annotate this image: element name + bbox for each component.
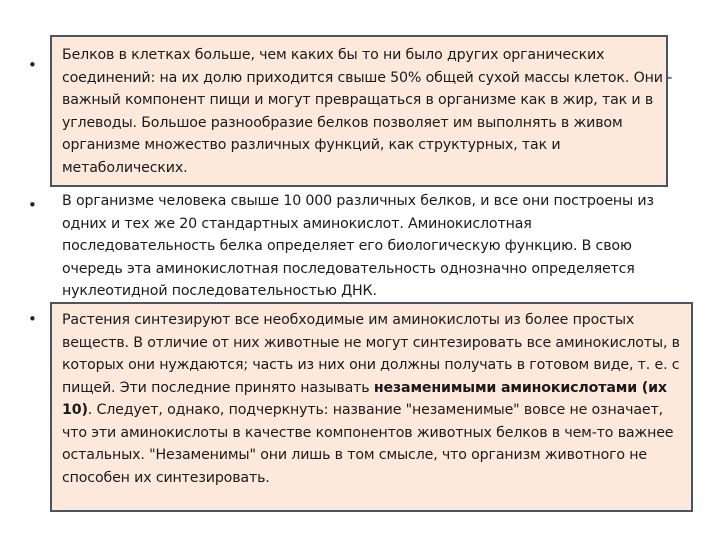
paragraph-human-proteins: В организме человека свыше 10 000 различных белков, и все они построены из одних и тех же 20 стандартных аминокислот. Аминокислотная последовательность белка определяет его биологическую функцию. В свою очередь эта аминокислотная последовательность однозначно определяется нуклеотидной последовательностью ДНК.	[62, 193, 654, 299]
bullet-3: •	[28, 310, 37, 328]
bullet-1: •	[28, 56, 37, 74]
paragraph-3-text-before: Растения синтезируют все необходимые им аминокислоты из более простых веществ. В отличие от них животные не могут синтезировать все аминокислоты, в которых они нуждаются; часть из них они должны получать в готовом виде, т. е. с пищей. Эти последние принято называть	[62, 312, 680, 396]
bullet-2: •	[28, 196, 37, 214]
paragraph-proteins-overview: Белков в клетках больше, чем каких бы то ни было других органических соединений: на их долю приходится свыше 50% общей сухой массы клеток. Они - важный компонент пищи и могут превращаться в организме как в жир, так и в углеводы. Большое разнообразие белков позволяет им выполнять в живом организме множество различных функций, как структурных, так и метаболических.	[62, 47, 673, 176]
paragraph-3-text-after: . Следует, однако, подчеркнуть: название "незаменимые" вовсе не означает, что эти аминокислоты в качестве компонентов животных белков в чем-то важнее остальных. "Незаменимы" они лишь в том смысле, что организм животного не способен их синтезировать.	[62, 402, 674, 486]
paragraph-essential-amino-acids	[62, 309, 688, 489]
essential-amino-acids-term: незаменимыми аминокислотами (их 10)	[62, 379, 667, 418]
